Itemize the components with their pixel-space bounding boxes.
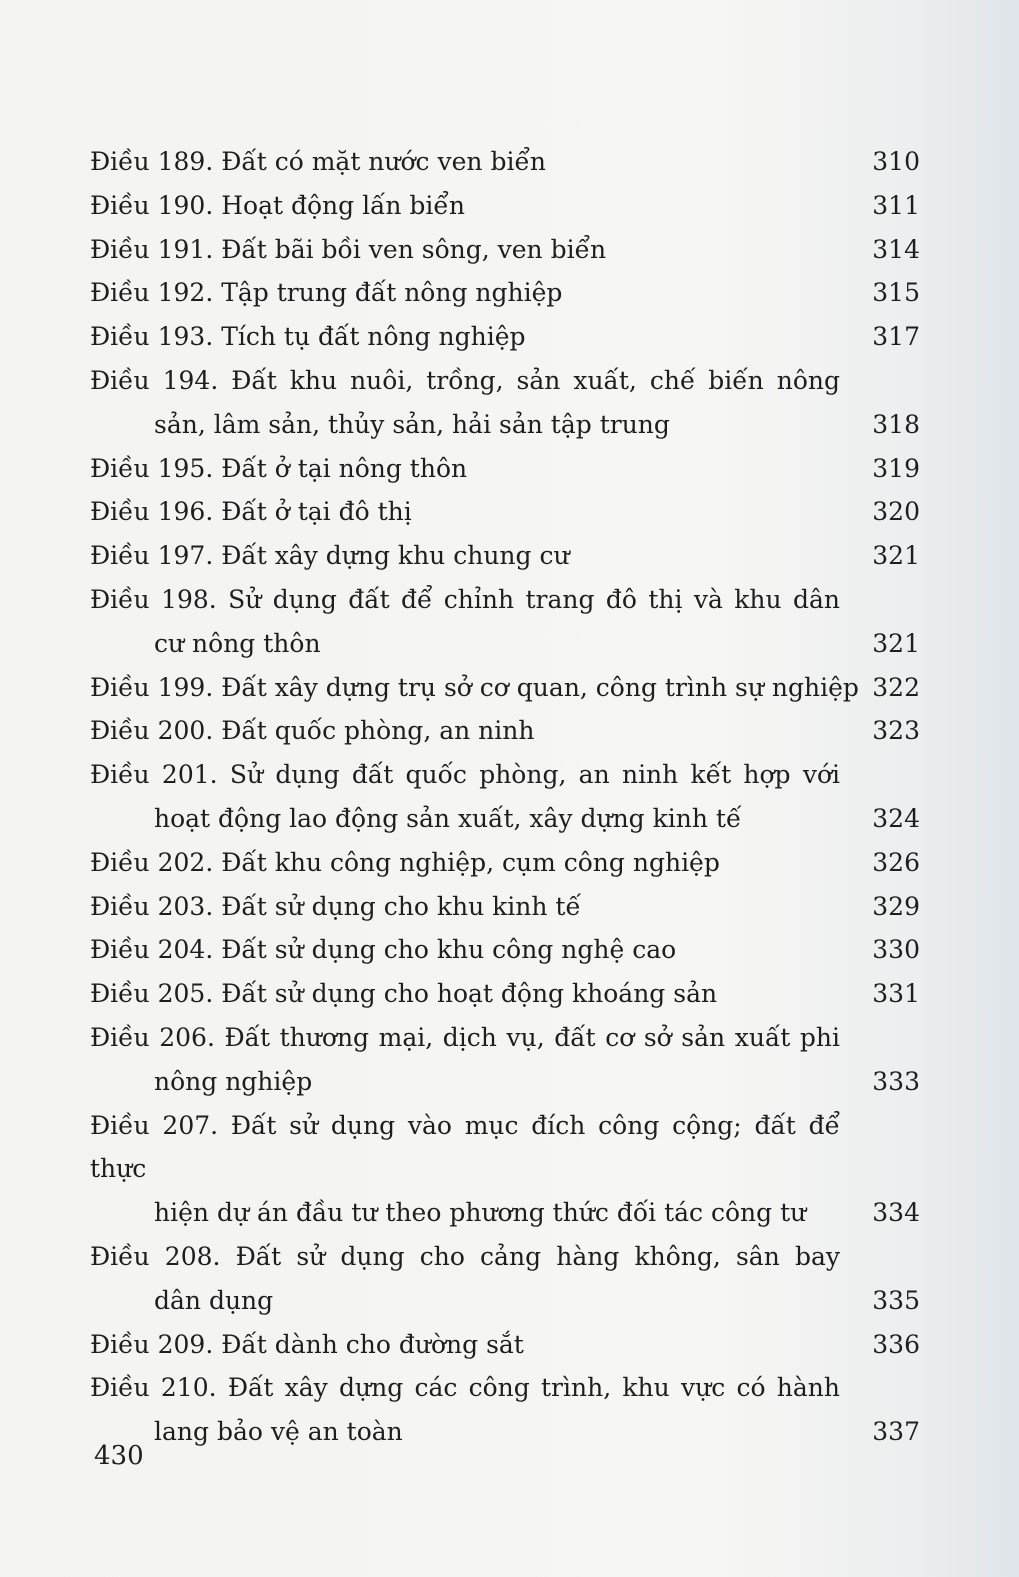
- toc-entry-title: [90, 534, 920, 578]
- toc-entry-title: [90, 271, 920, 315]
- toc-entry-line: Điều 209. Đất dành cho đường sắt: [90, 1329, 524, 1359]
- toc-entry-page: 334: [872, 1198, 920, 1228]
- toc-entry-page: 310: [872, 147, 920, 176]
- toc-entry-page: 333: [872, 1066, 920, 1096]
- toc-entry-title: [90, 666, 920, 710]
- toc-entry-line: Điều 199. Đất xây dựng trụ sở cơ quan, công trình sự nghiệp: [90, 672, 859, 702]
- toc-entry-page: 337: [872, 1417, 920, 1447]
- toc-entry-title: [90, 315, 920, 359]
- toc-entry: [90, 1016, 920, 1104]
- toc-entry-title: [90, 184, 920, 228]
- toc-entry: [90, 666, 920, 710]
- toc-entry-title: [90, 885, 920, 929]
- toc-entry-page: 322: [872, 672, 920, 702]
- toc-entry-line: dân dụng: [154, 1285, 274, 1315]
- toc-entry-page: 331: [872, 979, 920, 1009]
- toc-entry-title: [90, 1323, 920, 1367]
- toc-entry: [90, 885, 920, 929]
- toc-entry-page: 326: [872, 847, 920, 877]
- toc-entry: [90, 972, 920, 1016]
- toc-entry-page: 329: [872, 891, 920, 921]
- toc-entry-title: [90, 228, 920, 272]
- toc-entry-line: nông nghiệp: [154, 1066, 313, 1096]
- toc-entry-line: Điều 195. Đất ở tại nông thôn: [90, 453, 468, 483]
- toc-entry-line: Điều 202. Đất khu công nghiệp, cụm công nghiệp: [90, 847, 720, 877]
- toc-entry-title: [90, 1104, 920, 1235]
- toc-entry-title: [90, 1366, 920, 1454]
- toc-entry: [90, 1366, 920, 1454]
- toc-entry-page: 330: [872, 935, 920, 965]
- toc-entry-page: 336: [872, 1329, 920, 1359]
- toc-entry-page: 321: [872, 541, 920, 571]
- toc-entry-line: Điều 194. Đất khu nuôi, trồng, sản xuất, chế biến nông: [90, 365, 840, 395]
- toc-entry: [90, 490, 920, 534]
- toc-entry-line: Điều 196. Đất ở tại đô thị: [90, 497, 412, 527]
- toc-entry: [90, 359, 920, 447]
- toc-entry-title: [90, 359, 920, 447]
- toc-entry-line: Điều 205. Đất sử dụng cho hoạt động khoáng sản: [90, 979, 718, 1009]
- toc-entry-title: [90, 972, 920, 1016]
- toc-entry-page: 335: [872, 1285, 920, 1315]
- toc-entry-line: Điều 210. Đất xây dựng các công trình, khu vực có hành: [90, 1373, 840, 1403]
- toc-entry-title: [90, 709, 920, 753]
- toc-entry-title: [90, 447, 920, 491]
- toc-entry-page: 319: [872, 453, 920, 483]
- toc-entry: [90, 578, 920, 666]
- toc-entry-line: hiện dự án đầu tư theo phương thức đối tác công tư: [154, 1198, 807, 1228]
- page-number: 430: [94, 1441, 144, 1471]
- toc-entry-page: 311: [872, 190, 920, 220]
- toc-entry-title: [90, 1016, 920, 1104]
- toc-entry-line: Điều 191. Đất bãi bồi ven sông, ven biển: [90, 234, 607, 264]
- toc-entry: [90, 1323, 920, 1367]
- toc-entry: [90, 140, 920, 184]
- toc-entry-line: cư nông thôn: [154, 628, 321, 658]
- toc-entry-line: Điều 208. Đất sử dụng cho cảng hàng không, sân bay: [90, 1241, 840, 1271]
- toc-entry-page: 320: [872, 497, 920, 527]
- toc-entry: [90, 271, 920, 315]
- toc-entry-title: [90, 1235, 920, 1323]
- toc-entry-line: Điều 189. Đất có mặt nước ven biển: [90, 147, 546, 176]
- toc-entry-title: [90, 140, 920, 184]
- toc-entry-page: 317: [872, 322, 920, 352]
- table-of-contents: [90, 140, 920, 1454]
- toc-entry-line: lang bảo vệ an toàn: [154, 1417, 403, 1447]
- toc-entry-line: Điều 207. Đất sử dụng vào mục đích công cộng; đất để thực: [90, 1110, 840, 1184]
- toc-entry-line: Điều 198. Sử dụng đất để chỉnh trang đô thị và khu dân: [90, 584, 840, 614]
- toc-entry-line: sản, lâm sản, thủy sản, hải sản tập trung: [154, 409, 670, 439]
- toc-entry-title: [90, 490, 920, 534]
- toc-entry-line: Điều 190. Hoạt động lấn biển: [90, 190, 465, 220]
- toc-entry-line: Điều 200. Đất quốc phòng, an ninh: [90, 716, 535, 746]
- toc-entry: [90, 1235, 920, 1323]
- toc-entry: [90, 928, 920, 972]
- toc-entry-line: Điều 197. Đất xây dựng khu chung cư: [90, 541, 570, 571]
- toc-entry-page: 314: [872, 234, 920, 264]
- toc-entry-title: [90, 841, 920, 885]
- toc-entry: [90, 184, 920, 228]
- toc-entry: [90, 228, 920, 272]
- toc-entry: [90, 447, 920, 491]
- toc-entry: [90, 534, 920, 578]
- toc-entry: [90, 315, 920, 359]
- toc-entry-line: Điều 206. Đất thương mại, dịch vụ, đất cơ sở sản xuất phi: [90, 1022, 840, 1052]
- toc-entry: [90, 841, 920, 885]
- toc-entry-title: [90, 753, 920, 841]
- toc-entry-line: Điều 193. Tích tụ đất nông nghiệp: [90, 322, 526, 352]
- toc-entry: [90, 753, 920, 841]
- toc-entry-line: Điều 203. Đất sử dụng cho khu kinh tế: [90, 891, 581, 921]
- toc-entry-page: 318: [872, 409, 920, 439]
- toc-entry-page: 324: [872, 803, 920, 833]
- toc-entry-title: [90, 928, 920, 972]
- toc-entry-line: Điều 192. Tập trung đất nông nghiệp: [90, 278, 563, 308]
- toc-entry-page: 315: [872, 278, 920, 308]
- toc-entry: [90, 1104, 920, 1235]
- toc-entry-title: [90, 578, 920, 666]
- toc-entry-line: Điều 204. Đất sử dụng cho khu công nghệ cao: [90, 935, 677, 965]
- toc-entry-page: 321: [872, 628, 920, 658]
- toc-entry-line: Điều 201. Sử dụng đất quốc phòng, an ninh kết hợp với: [90, 760, 840, 790]
- toc-entry: [90, 709, 920, 753]
- toc-entry-page: 323: [872, 716, 920, 746]
- toc-entry-line: hoạt động lao động sản xuất, xây dựng kinh tế: [154, 803, 742, 833]
